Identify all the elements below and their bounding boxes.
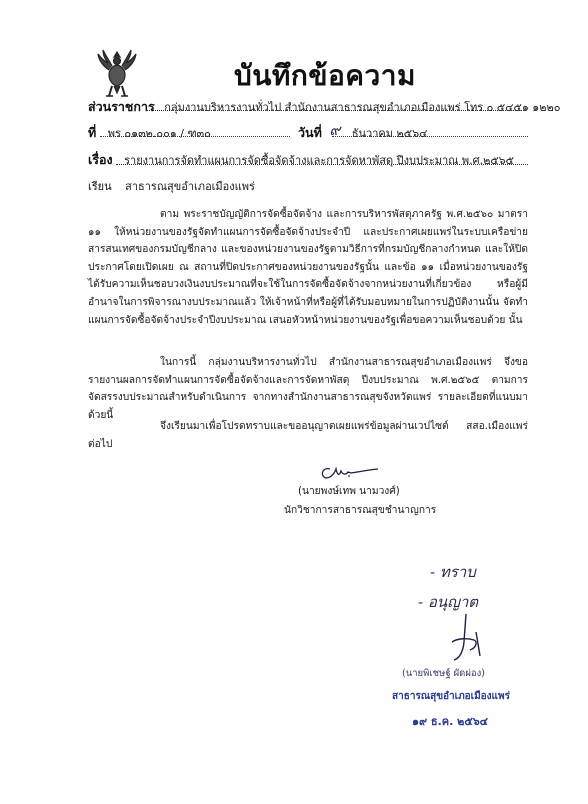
agency-dotline [146, 110, 526, 111]
to-value: สาธารณสุขอำเภอเมืองแพร่ [125, 180, 255, 193]
sender-signature [318, 461, 380, 483]
date-row [298, 120, 427, 144]
note-approved: - อนุญาต [418, 593, 479, 611]
approval-date-stamp: ๑๙ ธ.ค. ๒๕๖๔ [412, 715, 489, 728]
to-label: เรียน [88, 180, 112, 193]
date-label: วันที่ [298, 125, 322, 140]
garuda-emblem-icon [94, 48, 140, 100]
subject-value: รายงานการจัดทำแผนการจัดซื้อจัดจ้างและการจัดหาพัสดุ ปีงบประมาณ พ.ศ.๒๕๖๕ [124, 154, 514, 167]
approver-signature [438, 612, 490, 666]
sender-name: (นายพงษ์เทพ นามวงศ์) [298, 486, 400, 497]
note-acknowledged: - ทราบ [430, 563, 476, 581]
agency-label: ส่วนราชการ [88, 99, 155, 114]
ref-dotline [100, 136, 290, 137]
body-paragraph-1: ตาม พระราชบัญญัติการจัดซื้อจัดจ้าง และการบริหารพัสดุภาครัฐ พ.ศ.๒๕๖๐ มาตรา ๑๑ ให้หน่วยงานของรัฐจัดทำแผนการจัดซื้อจัดจ้างประจำปี และประกาศเผยแพร่ในระบบเครือข่ายสารสนเทศของกรมบัญชีกลาง และของหน่วยงานของรัฐตามวิธีการที่กรมบัญชีกลางกำหนด และให้ปิดประกาศโดยเปิดเผย ณ สถานที่ปิดประกาศของหน่วยงานของรัฐนั้น และข้อ ๑๑ เมื่อหน่วยงานของรัฐได้รับความเห็นชอบวงเงินงบประมาณที่จะใช้ในการจัดซื้อจัดจ้างจากหน่วยงานที่เกี่ยวข้อง หรือผู้มีอำนาจในการพิจารณางบประมาณแล้ว ให้เจ้าหน้าที่หรือผู้ที่ได้รับมอบหมายในการปฏิบัติงานนั้น จัดทำแผนการจัดซื้อจัดจ้างประจำปีงบประมาณ เสนอหัวหน้าหน่วยงานของรัฐเพื่อขอความเห็นชอบด้วย นั้น [88, 209, 528, 326]
date-dotline [332, 136, 528, 137]
ref-row [88, 123, 211, 143]
ref-value: พร ๐๑๓๒.๐๐๑ / ฑ๓๐ [107, 127, 211, 140]
subject-row [88, 150, 514, 170]
body-paragraph-2: ในการนี้ กลุ่มงานบริหารงานทั่วไป สำนักงานสาธารณสุขอำเภอเมืองแพร่ จึงขอรายงานผลการจัดทำแผนการจัดซื้อจัดจ้างและการจัดหาพัสดุ ปีงบประมาณ พ.ศ.๒๕๖๕ ตามการจัดสรรงบประมาณสำหรับดำเนินการ จากทางสำนักงานสาธารณสุขจังหวัดแพร่ รายละเอียดที่แนบมาด้วยนี้ [88, 357, 528, 421]
approver-name: (นายพิเชษฐ์ ผัดผ่อง) [402, 668, 485, 679]
ref-label: ที่ [88, 125, 97, 140]
date-value: ธันวาคม ๒๕๖๔ [351, 127, 428, 140]
body-paragraph-3: จึงเรียนมาเพื่อโปรดทราบและขออนุญาตเผยแพร่ข้อมูลผ่านเวปไซต์ สสอ.เมืองแพร่ ต่อไป [88, 421, 528, 450]
sender-position: นักวิชาการสาธารณสุขชำนาญการ [284, 505, 437, 516]
agency-row [88, 97, 561, 117]
approver-position-stamp: สาธารณสุขอำเภอเมืองแพร่ [392, 691, 510, 702]
agency-value: กลุ่มงานบริหารงานทั่วไป สำนักงานสาธารณสุขอำเภอเมืองแพร่ โทร ๐ ๕๔๕๑ ๑๒๒๐ [164, 101, 561, 114]
subject-dotline [116, 164, 528, 165]
memo-title: บันทึกข้อความ [234, 59, 416, 92]
to-row [88, 177, 255, 195]
date-day-handwritten: ๙ [329, 121, 341, 139]
subject-label: เรื่อง [88, 152, 113, 167]
